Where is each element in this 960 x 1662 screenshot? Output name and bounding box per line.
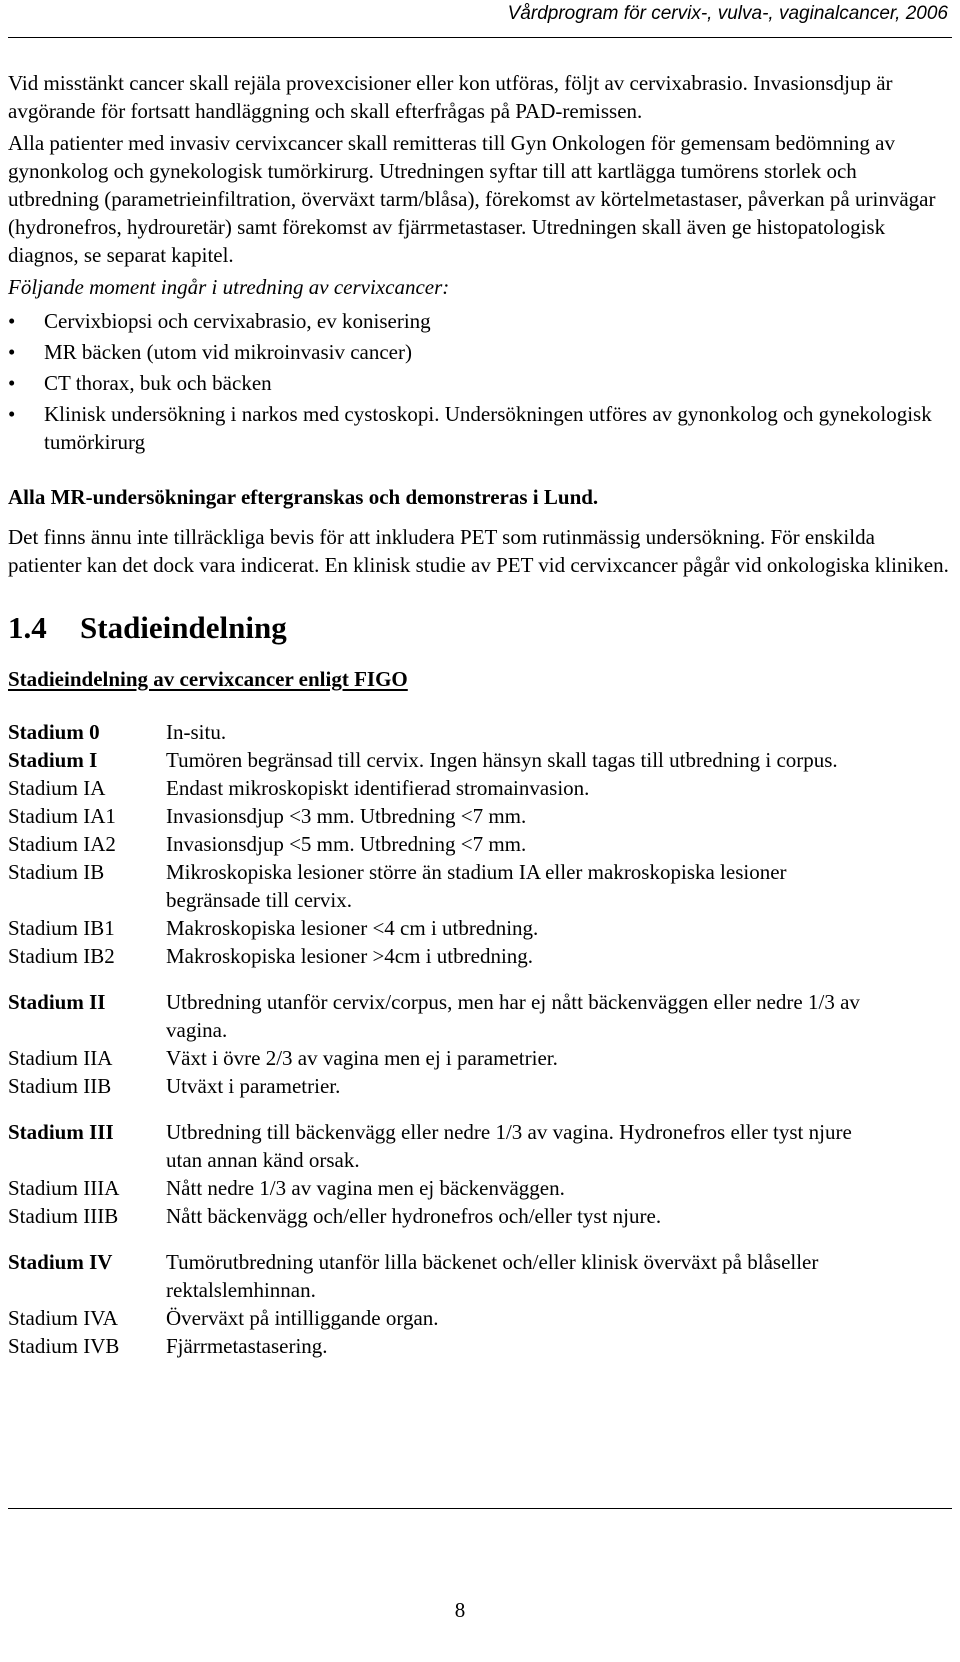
stage-description: Makroskopiska lesioner <4 cm i utbredning.	[166, 916, 539, 940]
section-number: 1.4	[8, 610, 47, 645]
stage-label: Stadium IVB	[8, 1334, 120, 1358]
stage-description: Endast mikroskopiskt identifierad stromainvasion.	[166, 776, 590, 800]
stage-label: Stadium III	[8, 1120, 114, 1144]
list-item: • MR bäcken (utom vid mikroinvasiv cancer)	[8, 338, 952, 366]
stage-label: Stadium IB2	[8, 944, 115, 968]
stage-description: Överväxt på intilliggande organ.	[166, 1306, 439, 1330]
stage-row	[8, 1044, 952, 1072]
stage-label: Stadium IB	[8, 860, 105, 884]
paragraph-pet: Det finns ännu inte tillräckliga bevis för att inkludera PET som rutinmässig undersökning. För enskilda patienter kan det dock vara indicerat. En klinisk studie av PET vid cervixcancer pågår vid onkologiska kliniken.	[8, 525, 949, 577]
list-item: • CT thorax, buk och bäcken	[8, 369, 952, 397]
stage-description: Fjärrmetastasering.	[166, 1334, 328, 1358]
paragraph-biopsy: Vid misstänkt cancer skall rejäla provexcisioner eller kon utföras, följt av cervixabrasio. Invasionsdjup är avgörande för fortsatt handläggning och skall efterfrågas på PAD-remissen.	[8, 71, 893, 123]
stage-description: Invasionsdjup <5 mm. Utbredning <7 mm.	[166, 832, 527, 856]
stage-label: Stadium IA1	[8, 804, 116, 828]
stage-row	[8, 942, 952, 970]
stage-row	[8, 1174, 952, 1202]
stage-description: Utbredning utanför cervix/corpus, men har ej nått bäckenväggen eller nedre 1/3 av vagina.	[166, 990, 860, 1042]
stage-label: Stadium IIB	[8, 1074, 112, 1098]
stage-row	[8, 988, 952, 1044]
list-item: • Cervixbiopsi och cervixabrasio, ev konisering	[8, 307, 952, 335]
stage-row	[8, 858, 952, 914]
stage-label: Stadium IIIA	[8, 1176, 120, 1200]
section-heading	[8, 610, 952, 646]
document-body	[8, 69, 952, 1360]
stage-label: Stadium IB1	[8, 916, 115, 940]
header-title: Vårdprogram för cervix-, vulva-, vaginalcancer, 2006	[507, 3, 948, 24]
stage-row	[8, 1202, 952, 1230]
stage-row	[8, 802, 952, 830]
paragraph-referral: Alla patienter med invasiv cervixcancer skall remitteras till Gyn Onkologen för gemensam bedömning av gynonkolog och gynekologisk tumörkirurg. Utredningen syftar till att kartlägga tumörens storlek och utbredning (parametrieinfiltration, överväxt tarm/blåsa), förekomst av körtelmetastaser, påverkan på urinvägar (hydronefros, hydrouretär) samt förekomst av fjärrmetastaser. Utredningen skall även ge histopatologisk diagnos, se separat kapitel.	[8, 131, 936, 267]
page-number: 8	[454, 1598, 466, 1622]
stage-label: Stadium IA2	[8, 832, 116, 856]
section-title: Stadieindelning	[80, 610, 287, 645]
stage-row	[8, 1332, 952, 1360]
stage-row	[8, 830, 952, 858]
stage-description: Tumörutbredning utanför lilla bäckenet och/eller klinisk överväxt på blåseller rektalslemhinnan.	[166, 1250, 819, 1302]
stage-row	[8, 774, 952, 802]
stage-row	[8, 914, 952, 942]
stage-row	[8, 1072, 952, 1100]
stage-label: Stadium IVA	[8, 1306, 118, 1330]
page-header	[8, 0, 952, 38]
stage-description: Nått nedre 1/3 av vagina men ej bäckenväggen.	[166, 1176, 565, 1200]
stage-description: In-situ.	[166, 720, 227, 744]
staging-subtitle: Stadieindelning av cervixcancer enligt FIGO	[8, 667, 408, 691]
stage-description: Växt i övre 2/3 av vagina men ej i parametrier.	[166, 1046, 558, 1070]
stage-label: Stadium IIA	[8, 1046, 113, 1070]
stage-label: Stadium IV	[8, 1250, 113, 1274]
stage-description: Makroskopiska lesioner >4cm i utbredning.	[166, 944, 534, 968]
mr-review-note: Alla MR-undersökningar eftergranskas och demonstreras i Lund.	[8, 485, 599, 509]
footer-divider	[8, 1508, 952, 1509]
stage-description: Nått bäckenvägg och/eller hydronefros och/eller tyst njure.	[166, 1204, 662, 1228]
investigation-intro: Följande moment ingår i utredning av cervixcancer:	[8, 275, 450, 299]
staging-table	[8, 718, 952, 1360]
stage-description: Tumören begränsad till cervix. Ingen hänsyn skall tagas till utbredning i corpus.	[166, 748, 838, 772]
stage-row	[8, 1118, 952, 1174]
stage-description: Utbredning till bäckenvägg eller nedre 1/3 av vagina. Hydronefros eller tyst njure utan annan känd orsak.	[166, 1120, 852, 1172]
stage-label: Stadium I	[8, 748, 98, 772]
stage-description: Mikroskopiska lesioner större än stadium IA eller makroskopiska lesioner begränsade till cervix.	[166, 860, 787, 912]
stage-row	[8, 718, 952, 746]
stage-description: Invasionsdjup <3 mm. Utbredning <7 mm.	[166, 804, 527, 828]
list-item: • Klinisk undersökning i narkos med cystoskopi. Undersökningen utföres av gynonkolog och gynekologisk tumörkirurg	[8, 400, 952, 456]
stage-label: Stadium IA	[8, 776, 106, 800]
stage-description: Utväxt i parametrier.	[166, 1074, 341, 1098]
stage-row	[8, 1304, 952, 1332]
stage-row	[8, 746, 952, 774]
stage-label: Stadium II	[8, 990, 106, 1014]
investigation-list	[8, 307, 952, 456]
stage-row	[8, 1248, 952, 1304]
stage-label: Stadium IIIB	[8, 1204, 119, 1228]
stage-label: Stadium 0	[8, 720, 100, 744]
